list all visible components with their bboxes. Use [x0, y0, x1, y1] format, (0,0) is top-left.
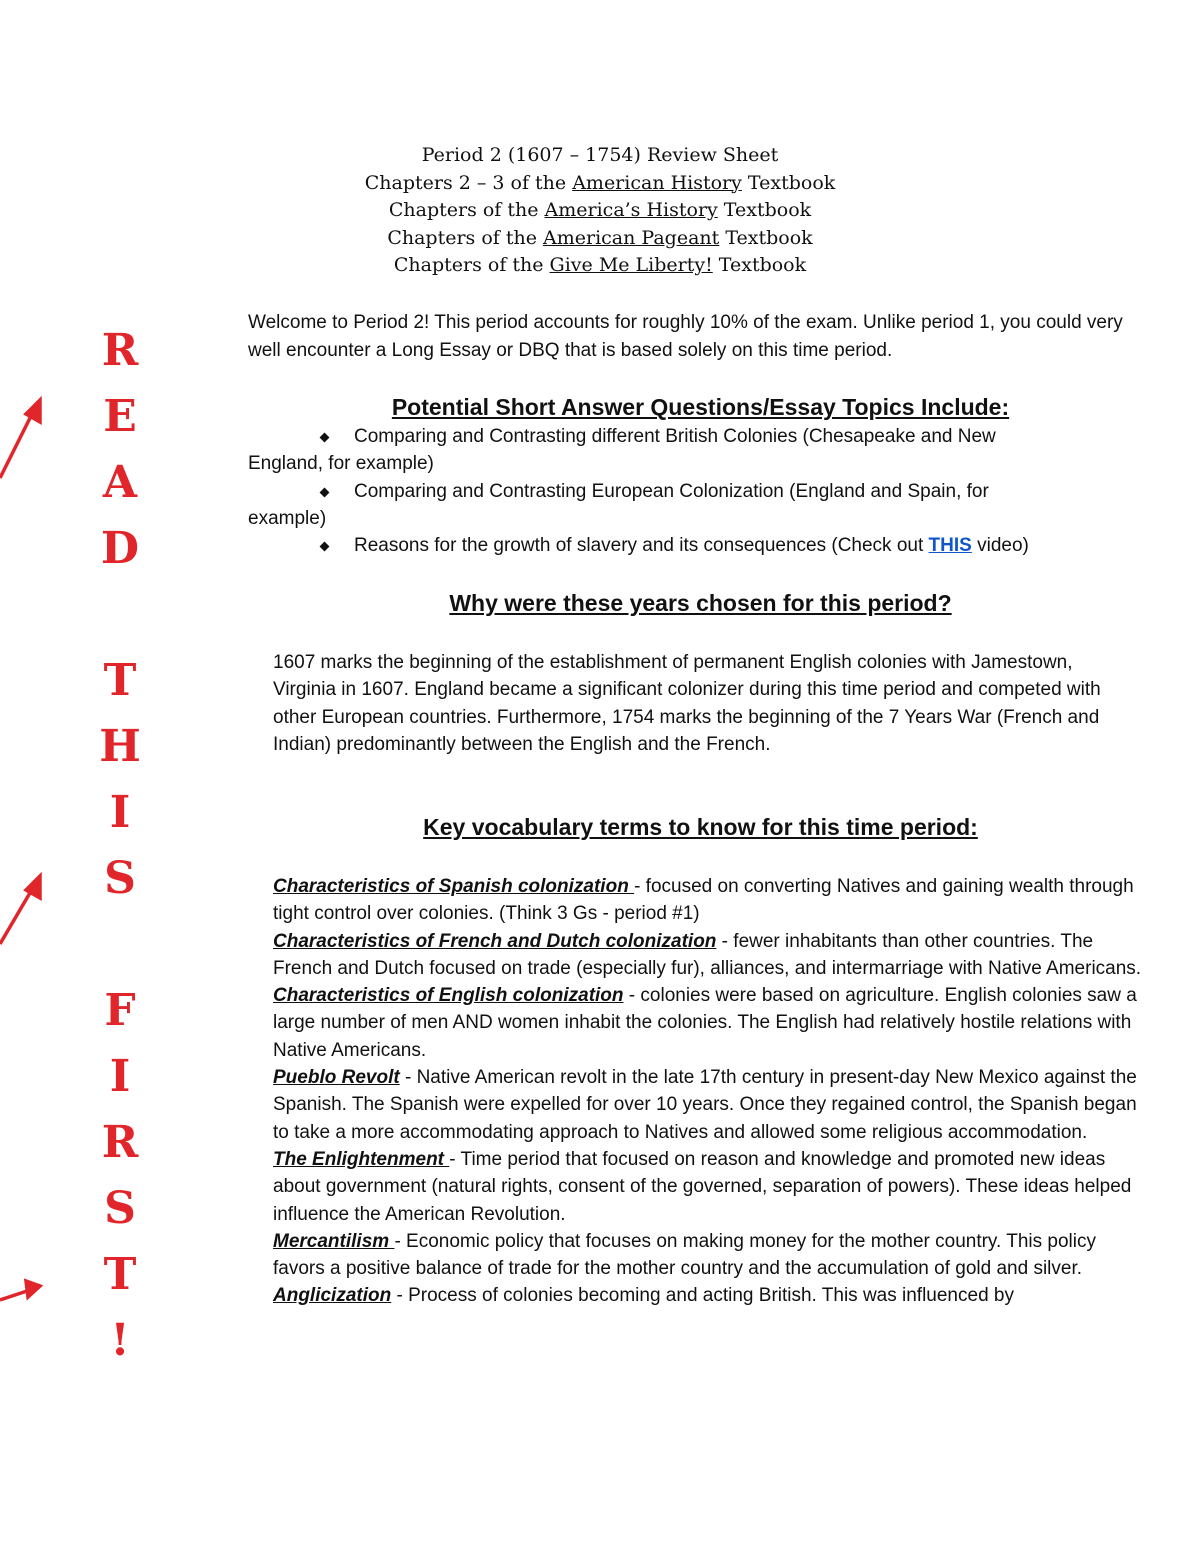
- vocab-entry: [273, 982, 1143, 1064]
- vocab-definition: - focused on converting Natives and gaining wealth through tight control over colonies. (Think 3 Gs - period #1): [273, 876, 1134, 925]
- vocab-entry: [273, 928, 1143, 983]
- vocab-entry: [273, 1228, 1143, 1283]
- header-line-text: Chapters of the: [393, 254, 550, 276]
- side-letter: E: [103, 391, 137, 442]
- side-letter: A: [102, 457, 138, 508]
- side-letter: F: [104, 985, 136, 1036]
- vocab-definition: - fewer inhabitants than other countries. The French and Dutch focused on trade (especially fur), alliances, and intermarriage with Native Americans.: [273, 930, 1142, 979]
- vocab-term: Characteristics of Spanish colonization: [273, 876, 635, 897]
- vocab-definition: - Time period that focused on reason and knowledge and promoted new ideas about government (natural rights, consent of the governed, separation of powers). These ideas helped influence the American Revolution.: [273, 1148, 1132, 1225]
- red-arrow-icon: [0, 1281, 40, 1300]
- vocab-entry: [273, 873, 1143, 928]
- why-heading: Why were these years chosen for this period?: [449, 590, 952, 616]
- vocab-term: Pueblo Revolt: [273, 1067, 400, 1089]
- bullet-icon: [320, 542, 330, 552]
- list-item-text: Reasons for the growth of slavery and its consequences (Check out: [354, 535, 929, 557]
- header-line-3: [0, 225, 1200, 253]
- side-letter: R: [101, 1117, 139, 1168]
- header-line-text: Chapters of the: [388, 199, 545, 221]
- list-item-text: Comparing and Contrasting different British Colonies (Chesapeake and New: [354, 426, 996, 447]
- side-letter: !: [110, 1315, 130, 1366]
- vocab-definition: - colonies were based on agriculture. English colonies saw a large number of men AND women inhabit the colonies. The English had relatively hostile relations with Native Americans.: [273, 985, 1137, 1061]
- arrows-layer: [0, 0, 60, 1553]
- side-letter: R: [101, 325, 139, 376]
- list-item: [248, 478, 1138, 533]
- red-arrow-icon: [0, 400, 40, 478]
- list-item-text: video): [971, 535, 1029, 557]
- list-item: [248, 532, 1138, 559]
- intro-paragraph: Welcome to Period 2! This period accounts for roughly 10% of the exam. Unlike period 1, you could very well encounter a Long Essay or DBQ that is based solely on this time period.: [248, 312, 1123, 361]
- side-letter: D: [100, 523, 140, 574]
- video-link[interactable]: THIS: [928, 535, 972, 557]
- side-letter: I: [109, 787, 131, 838]
- side-letter: T: [103, 655, 137, 706]
- side-letter: T: [103, 1249, 137, 1300]
- book-title: American Pageant: [543, 226, 720, 249]
- vocab-list: [273, 873, 1143, 1310]
- document-header: [0, 142, 1200, 280]
- book-title: American History: [572, 171, 742, 194]
- side-letter: H: [99, 721, 141, 772]
- vocab-term: Characteristics of French and Dutch colonization: [273, 930, 717, 952]
- vocab-entry: [273, 1282, 1143, 1309]
- list-item: [248, 423, 1138, 478]
- list-item-text: England, for example): [248, 453, 434, 475]
- header-line-2: [0, 197, 1200, 225]
- why-paragraph: 1607 marks the beginning of the establishment of permanent English colonies with Jamestown, Virginia in 1607. England became a significant colonizer during this time period and competed with other European countries. Furthermore, 1754 marks the beginning of the 7 Years War (French and Indian) predominantly between the English and the French.: [273, 652, 1101, 755]
- vocab-entry: [273, 1146, 1143, 1228]
- header-line-text: Textbook: [717, 199, 812, 221]
- vocab-definition: - Economic policy that focuses on making money for the mother country. This policy favors a positive balance of trade for the mother country and the accumulation of gold and silver.: [273, 1230, 1096, 1280]
- vocab-definition: - Process of colonies becoming and acting British. This was influenced by: [391, 1285, 1014, 1307]
- bullet-icon: [320, 487, 330, 497]
- vocab-heading: Key vocabulary terms to know for this time period:: [423, 814, 978, 840]
- header-line-text: Textbook: [719, 226, 813, 249]
- list-item-text: example): [248, 507, 327, 529]
- vocab-term: The Enlightenment: [273, 1148, 450, 1170]
- side-letter: S: [104, 853, 136, 904]
- vocab-definition: - Native American revolt in the late 17th century in present-day New Mexico against the Spanish. The Spanish were expelled for over 10 years. Once they regained control, the Spanish began to take a more accommodating approach to Natives and allowed some religious accommodation.: [273, 1067, 1137, 1143]
- vocab-entry: [273, 1064, 1143, 1146]
- header-line-1: [0, 170, 1200, 198]
- red-arrow-icon: [0, 876, 40, 944]
- side-letter: I: [109, 1051, 131, 1102]
- header-line-4: [0, 252, 1200, 280]
- vocab-term: Characteristics of English colonization: [273, 985, 624, 1007]
- book-title: America’s History: [544, 199, 718, 221]
- document-title: Period 2 (1607 – 1754) Review Sheet: [421, 144, 779, 166]
- header-line-text: Chapters 2 – 3 of the: [364, 171, 573, 194]
- list-item-text: Comparing and Contrasting European Colonization (England and Spain, for: [354, 480, 989, 502]
- topics-list: [248, 423, 1138, 559]
- vocab-term: Anglicization: [273, 1285, 392, 1307]
- header-line-text: Textbook: [741, 171, 836, 194]
- topics-heading: Potential Short Answer Questions/Essay Topics Include:: [391, 394, 1010, 420]
- book-title: Give Me Liberty!: [549, 254, 713, 276]
- header-line-text: Chapters of the: [387, 226, 544, 249]
- bullet-icon: [320, 433, 330, 443]
- side-letter: S: [104, 1183, 136, 1234]
- vocab-term: Mercantilism: [273, 1230, 395, 1252]
- header-line-text: Textbook: [712, 254, 807, 276]
